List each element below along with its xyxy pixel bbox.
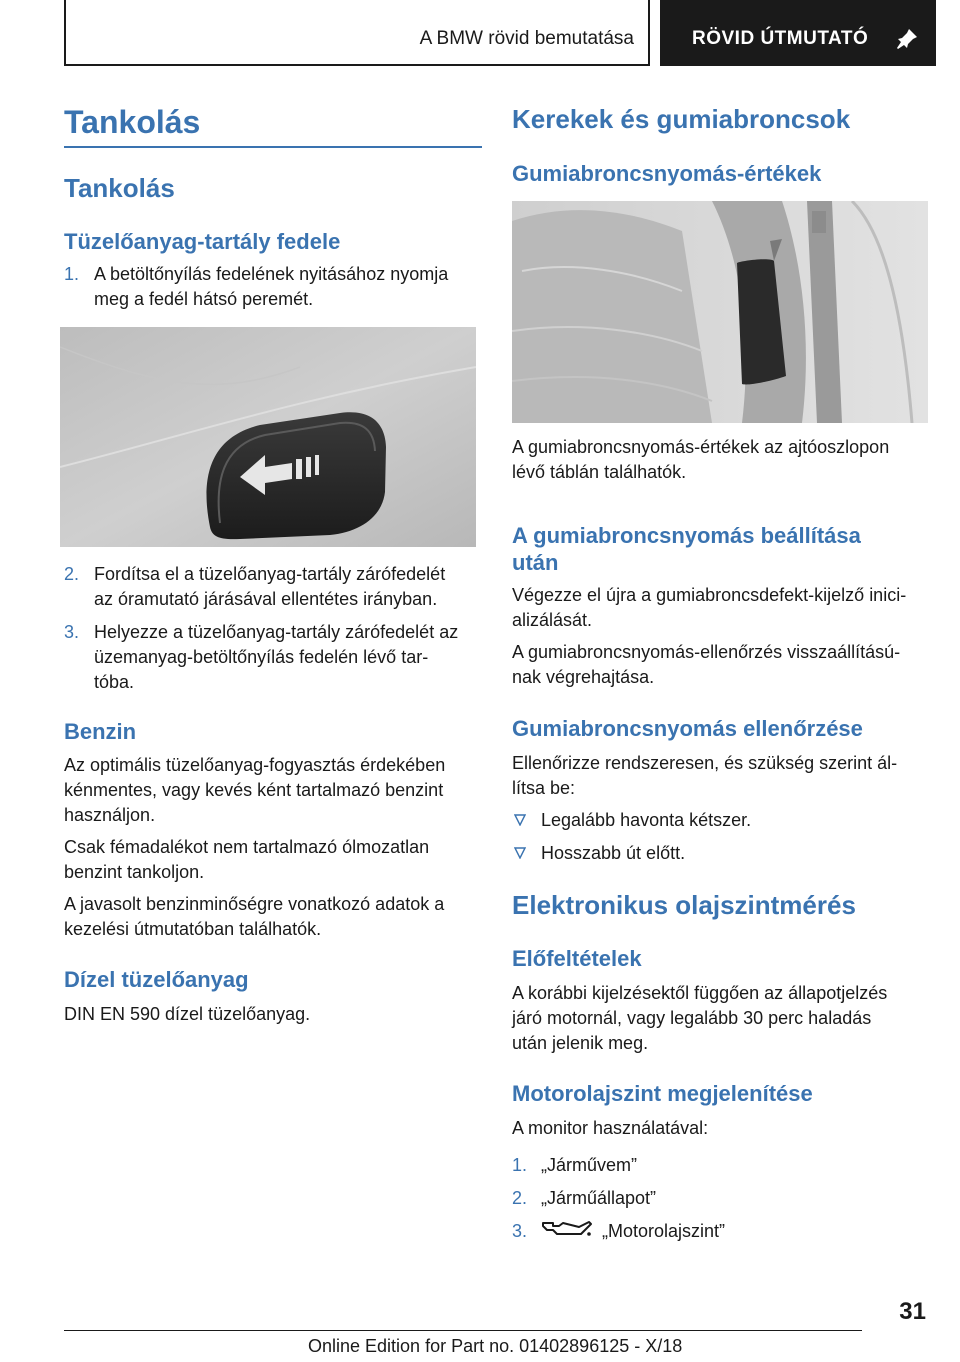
- body-text: benzint tankoljon.: [64, 862, 205, 882]
- subsection-title-diesel: Dízel tüzelőanyag: [64, 967, 249, 992]
- step-number: 1.: [512, 1155, 528, 1175]
- bullet-triangle-icon: [514, 814, 526, 826]
- body-text: A javasolt benzinminőségre vonatkozó adatok a: [64, 894, 445, 914]
- subsection-title-after-adjust-cont: után: [512, 550, 559, 575]
- header-section-title: A BMW rövid bemutatása: [419, 28, 634, 49]
- body-text: DIN EN 590 dízel tüzelőanyag.: [64, 1004, 311, 1024]
- oil-can-icon: [541, 1218, 593, 1240]
- step-number: 1.: [64, 264, 80, 284]
- body-text: lítsa be:: [512, 778, 576, 798]
- bullet-triangle-icon: [514, 847, 526, 859]
- subsection-title-tyre-pressure: Gumiabroncsnyomás-értékek: [512, 161, 822, 186]
- body-text: járó motornál, vagy legalább 30 perc haladás: [512, 1008, 872, 1028]
- body-text: használjon.: [64, 805, 156, 825]
- pin-icon: [896, 28, 918, 50]
- header-section-box: [64, 0, 650, 66]
- bullet-text: Legalább havonta kétszer.: [541, 810, 752, 830]
- subsection-title-preconditions: Előfeltételek: [512, 946, 642, 971]
- body-text: Csak fémadalékot nem tartalmazó ólmozatlan: [64, 837, 430, 857]
- footer-edition: Online Edition for Part no. 01402896125 - X/18: [308, 1336, 683, 1356]
- step-number: 3.: [512, 1221, 528, 1241]
- step-text: meg a fedél hátsó peremét.: [94, 289, 314, 309]
- menu-step-text: „Járművem”: [541, 1155, 638, 1175]
- step-number: 2.: [512, 1188, 528, 1208]
- subsection-title-fuel-cap: Tüzelőanyag-tartály fedele: [64, 229, 341, 254]
- step-text: A betöltőnyílás fedelének nyitásához nyomja: [94, 264, 449, 284]
- step-number: 2.: [64, 564, 80, 584]
- page-number: 31: [899, 1298, 926, 1325]
- page-title: Tankolás: [64, 104, 201, 140]
- step-number: 3.: [64, 622, 80, 642]
- menu-step-text: „Járműállapot”: [541, 1188, 657, 1208]
- subsection-title-oil-display: Motorolajszint megjelenítése: [512, 1081, 813, 1106]
- header-chapter-title: RÖVID ÚTMUTATÓ: [692, 28, 869, 49]
- title-rule: [64, 146, 482, 148]
- section-title-oil: Elektronikus olajszintmérés: [512, 890, 856, 920]
- step-text: Helyezze a tüzelőanyag-tartály zárófedelét az: [94, 622, 459, 642]
- fuel-flap-image: [60, 327, 476, 547]
- step-text: tóba.: [94, 672, 135, 692]
- body-text: nak végrehajtása.: [512, 667, 655, 687]
- section-title-wheels: Kerekek és gumiabroncsok: [512, 104, 851, 134]
- header-chapter-box: [660, 0, 936, 66]
- step-text: az óramutató járásával ellentétes irányban.: [94, 589, 438, 609]
- body-text: kénmentes, vagy kevés ként tartalmazó benzint: [64, 780, 444, 800]
- body-text: Ellenőrizze rendszeresen, és szükség szerint ál-: [512, 753, 898, 773]
- body-text: lévő táblán találhatók.: [512, 462, 687, 482]
- step-text: Fordítsa el a tüzelőanyag-tartály zárófedelét: [94, 564, 446, 584]
- body-text: A gumiabroncsnyomás-értékek az ajtóoszlopon: [512, 437, 890, 457]
- subsection-title-check: Gumiabroncsnyomás ellenőrzése: [512, 716, 863, 741]
- footer-rule: [64, 1330, 862, 1331]
- menu-step-text: „Motorolajszint”: [602, 1221, 726, 1241]
- door-pillar-image: [512, 201, 928, 423]
- body-text: Végezze el újra a gumiabroncsdefekt-kijelző inici-: [512, 585, 907, 605]
- step-text: üzemanyag-betöltőnyílás fedelén lévő tar-: [94, 647, 429, 667]
- bullet-text: Hosszabb út előtt.: [541, 843, 686, 863]
- body-text: A gumiabroncsnyomás-ellenőrzés visszaállítású-: [512, 642, 901, 662]
- body-text: alizálását.: [512, 610, 593, 630]
- section-title-refuel: Tankolás: [64, 173, 175, 203]
- body-text: kezelési útmutatóban találhatók.: [64, 919, 322, 939]
- body-text: A korábbi kijelzésektől függően az állapotjelzés: [512, 983, 888, 1003]
- body-text: A monitor használatával:: [512, 1118, 709, 1138]
- body-text: Az optimális tüzelőanyag-fogyasztás érdekében: [64, 755, 446, 775]
- subsection-title-petrol: Benzin: [64, 719, 137, 744]
- body-text: után jelenik meg.: [512, 1033, 649, 1053]
- subsection-title-after-adjust: A gumiabroncsnyomás beállítása: [512, 523, 861, 548]
